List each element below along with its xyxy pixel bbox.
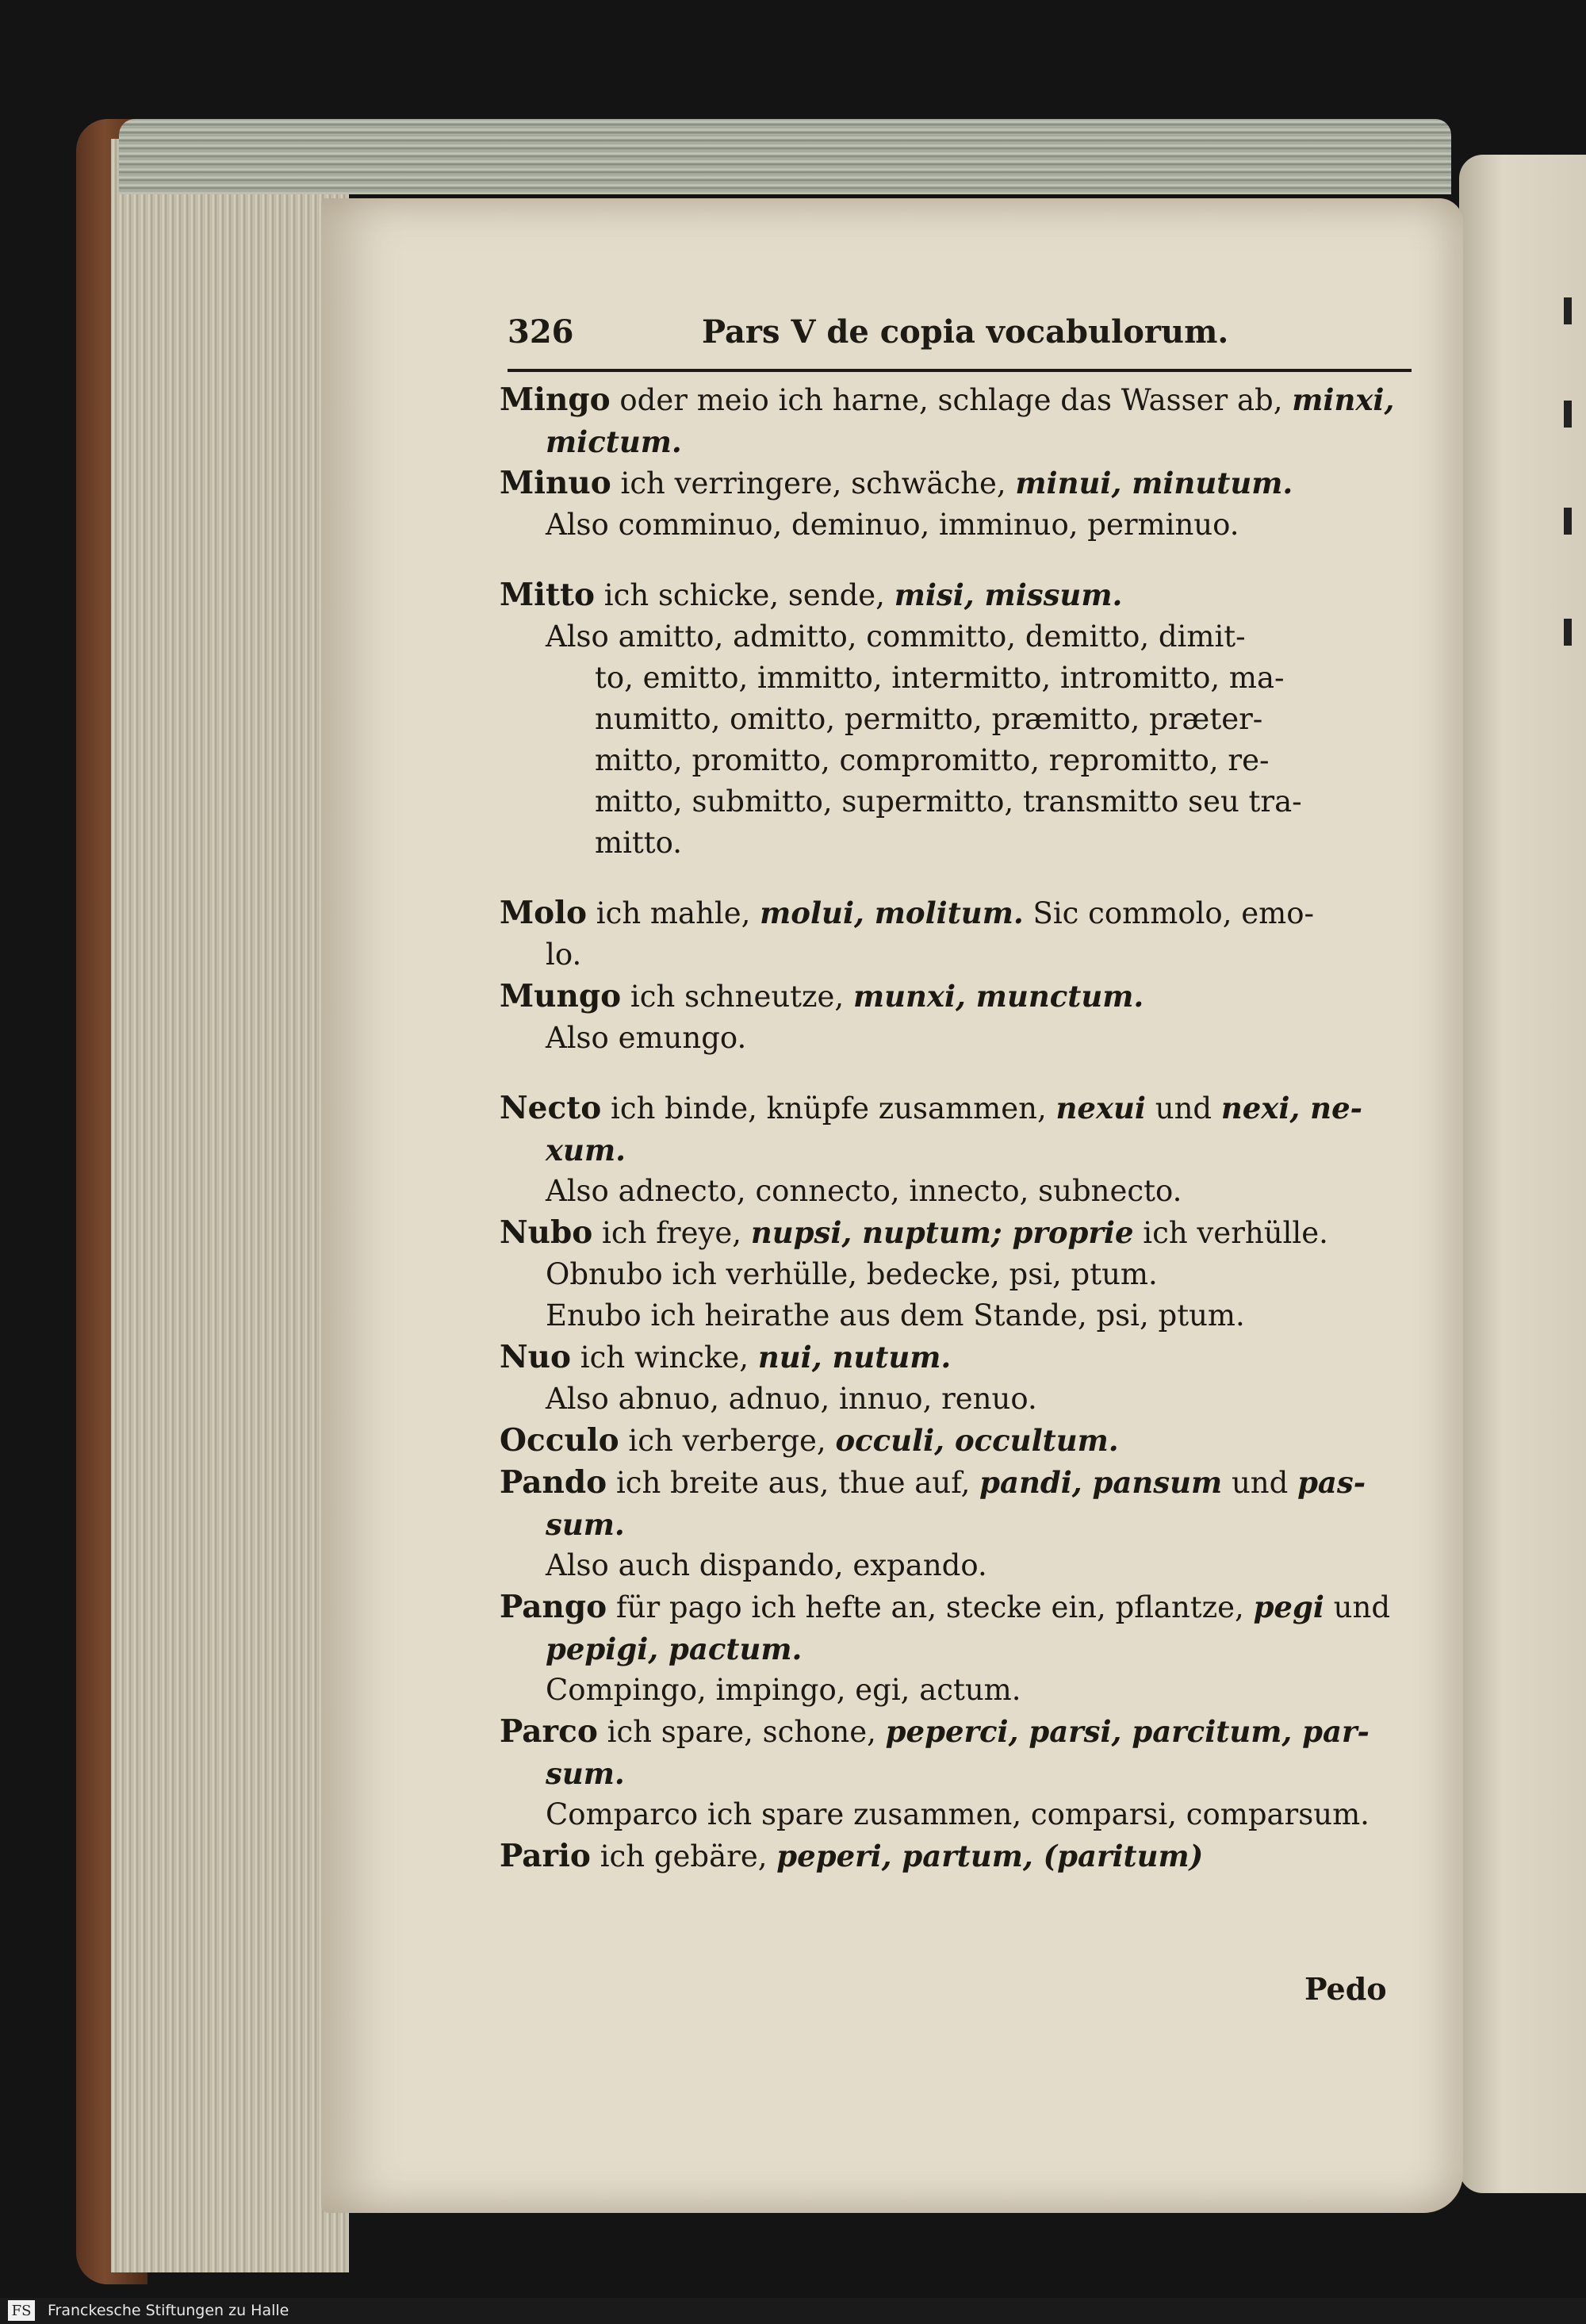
entry-forms: nexi, ne- bbox=[1220, 1091, 1362, 1126]
entry-forms: egi, actum. bbox=[855, 1673, 1021, 1707]
derivatives: Also comminuo, deminuo, imminuo, perminuo. bbox=[546, 508, 1239, 542]
right-page-ink-mark bbox=[1564, 508, 1572, 535]
derivatives: Also adnecto, connecto, innecto, subnecto. bbox=[546, 1174, 1182, 1208]
lemma: Occulo bbox=[500, 1422, 619, 1459]
dictionary-text bbox=[500, 379, 1443, 1877]
entry-text: ich binde, knüpfe zusammen, bbox=[601, 1091, 1056, 1126]
entry-text: und bbox=[1222, 1466, 1298, 1500]
book-page bbox=[321, 198, 1463, 2213]
footer-credit: Franckesche Stiftungen zu Halle bbox=[48, 2302, 289, 2319]
entry-continuation: sum. bbox=[546, 1756, 625, 1791]
right-page bbox=[1459, 155, 1586, 2193]
lemma: Nubo bbox=[500, 1214, 593, 1251]
entry-continuation: lo. bbox=[546, 938, 582, 972]
entry-text: ich wincke, bbox=[571, 1340, 758, 1375]
lemma: Minuo bbox=[500, 465, 611, 501]
entry-nubo bbox=[500, 1212, 1443, 1254]
right-page-ink-mark bbox=[1564, 401, 1572, 428]
entry-text: ich verhülle. bbox=[1133, 1216, 1328, 1250]
entry-nuo bbox=[500, 1336, 1443, 1379]
entry-minuo bbox=[500, 462, 1443, 504]
footer-bar bbox=[0, 2298, 1586, 2324]
lemma: Pario bbox=[500, 1838, 591, 1874]
lemma: Parco bbox=[500, 1713, 598, 1750]
entry-continuation: pepigi, pactum. bbox=[546, 1632, 803, 1666]
entry-text: Obnubo ich verhülle, bedecke, bbox=[546, 1257, 1009, 1291]
spacer bbox=[500, 1059, 1443, 1087]
entry-text: und bbox=[1324, 1590, 1391, 1624]
entry-text: Compingo, impingo, bbox=[546, 1673, 856, 1707]
spacer bbox=[500, 864, 1443, 892]
lemma: Nuo bbox=[500, 1339, 572, 1375]
institution-logo-icon: FS bbox=[8, 2300, 35, 2321]
entry-continuation: mictum. bbox=[546, 424, 682, 459]
lemma: Molo bbox=[500, 895, 588, 931]
entry-text: ich gebäre, bbox=[590, 1839, 777, 1873]
entry-text: ich spare, schone, bbox=[597, 1715, 886, 1749]
entry-text: ich freye, bbox=[592, 1216, 751, 1250]
entry-forms: pandi, pansum bbox=[979, 1465, 1223, 1500]
entry-mungo bbox=[500, 976, 1443, 1018]
entry-forms: nupsi, nuptum; proprie bbox=[750, 1215, 1134, 1250]
entry-forms: psi, ptum. bbox=[1009, 1257, 1158, 1291]
entry-forms: nui, nutum. bbox=[757, 1340, 952, 1375]
entry-forms: comparsi, comparsum. bbox=[1030, 1797, 1370, 1831]
catchword: Pedo bbox=[1304, 1971, 1387, 2007]
entry-text: Enubo ich heirathe aus dem Stande, bbox=[546, 1298, 1097, 1333]
entry-forms: occuli, occultum. bbox=[835, 1423, 1119, 1458]
entry-forms: minxi, bbox=[1292, 382, 1395, 417]
lemma: Mingo bbox=[500, 382, 611, 418]
entry-text: Sic commolo, emo- bbox=[1023, 896, 1314, 930]
entry-forms: munxi, munctum. bbox=[852, 979, 1144, 1014]
entry-text: ich mahle, bbox=[587, 896, 760, 930]
entry-text: ich schicke, sende, bbox=[595, 578, 895, 612]
running-head bbox=[508, 313, 1419, 361]
derivatives: Also emungo. bbox=[546, 1021, 747, 1055]
entry-forms: pegi bbox=[1253, 1590, 1324, 1624]
running-title: Pars V de copia vocabulorum. bbox=[702, 313, 1229, 351]
entry-mingo bbox=[500, 379, 1443, 462]
top-page-edge bbox=[119, 119, 1451, 194]
entry-text: ich breite aus, thue auf, bbox=[607, 1466, 980, 1500]
entry-parco bbox=[500, 1711, 1443, 1794]
entry-continuation: xum. bbox=[546, 1133, 626, 1168]
entry-text: ich verberge, bbox=[619, 1424, 836, 1458]
entry-molo bbox=[500, 892, 1443, 976]
spacer bbox=[500, 546, 1443, 574]
entry-forms: psi, ptum. bbox=[1096, 1298, 1245, 1333]
lemma: Necto bbox=[500, 1090, 602, 1126]
entry-forms: misi, missum. bbox=[894, 577, 1123, 612]
entry-forms: pas- bbox=[1297, 1465, 1366, 1500]
entry-pando bbox=[500, 1462, 1443, 1545]
lemma: Mungo bbox=[500, 978, 622, 1014]
entry-text: ich schneutze, bbox=[621, 980, 853, 1014]
entry-forms: molui, molitum. bbox=[760, 895, 1024, 930]
right-page-ink-mark bbox=[1564, 619, 1572, 646]
entry-continuation: sum. bbox=[546, 1507, 625, 1542]
entry-forms: nexui bbox=[1055, 1091, 1146, 1126]
derivatives: mitto. bbox=[595, 826, 683, 860]
entry-forms: peperi, partum, (paritum) bbox=[776, 1839, 1204, 1873]
entry-occulo bbox=[500, 1420, 1443, 1462]
entry-forms: minui, minutum. bbox=[1015, 466, 1293, 500]
entry-mitto bbox=[500, 574, 1443, 616]
entry-pario bbox=[500, 1835, 1443, 1877]
lemma: Mitto bbox=[500, 577, 596, 613]
entry-text: für pago ich hefte an, stecke ein, pflantze, bbox=[607, 1590, 1254, 1624]
sub-entry bbox=[500, 1670, 1443, 1711]
derivatives: Also auch dispando, expando. bbox=[546, 1548, 987, 1582]
sub-entry bbox=[500, 1254, 1443, 1295]
entry-necto bbox=[500, 1087, 1443, 1171]
sub-entry bbox=[500, 1295, 1443, 1336]
sub-entry bbox=[500, 1794, 1443, 1835]
entry-text: oder meio ich harne, schlage das Wasser ab, bbox=[619, 383, 1293, 417]
derivatives: to, emitto, immitto, intermitto, intromitto, ma- bbox=[595, 661, 1285, 695]
page-edges bbox=[111, 139, 349, 2272]
lemma: Pango bbox=[500, 1589, 607, 1625]
right-page-ink-mark bbox=[1564, 297, 1572, 324]
head-rule bbox=[508, 369, 1412, 372]
lemma: Pando bbox=[500, 1464, 607, 1501]
entry-forms: peperci, parsi, parcitum, par- bbox=[885, 1714, 1370, 1749]
derivatives: Also abnuo, adnuo, innuo, renuo. bbox=[546, 1382, 1037, 1416]
entry-pango bbox=[500, 1586, 1443, 1670]
page-number: 326 bbox=[508, 313, 574, 351]
derivatives: mitto, promitto, compromitto, repromitto, re- bbox=[595, 743, 1270, 777]
derivatives: numitto, omitto, permitto, præmitto, præter- bbox=[595, 702, 1263, 736]
derivatives: Also amitto, admitto, committo, demitto, dimit- bbox=[546, 619, 1246, 654]
entry-text: Comparco ich spare zusammen, bbox=[546, 1797, 1031, 1831]
entry-text: und bbox=[1145, 1091, 1221, 1126]
derivatives: mitto, submitto, supermitto, transmitto seu tra- bbox=[595, 784, 1302, 819]
entry-text: ich verringere, schwäche, bbox=[611, 466, 1016, 500]
